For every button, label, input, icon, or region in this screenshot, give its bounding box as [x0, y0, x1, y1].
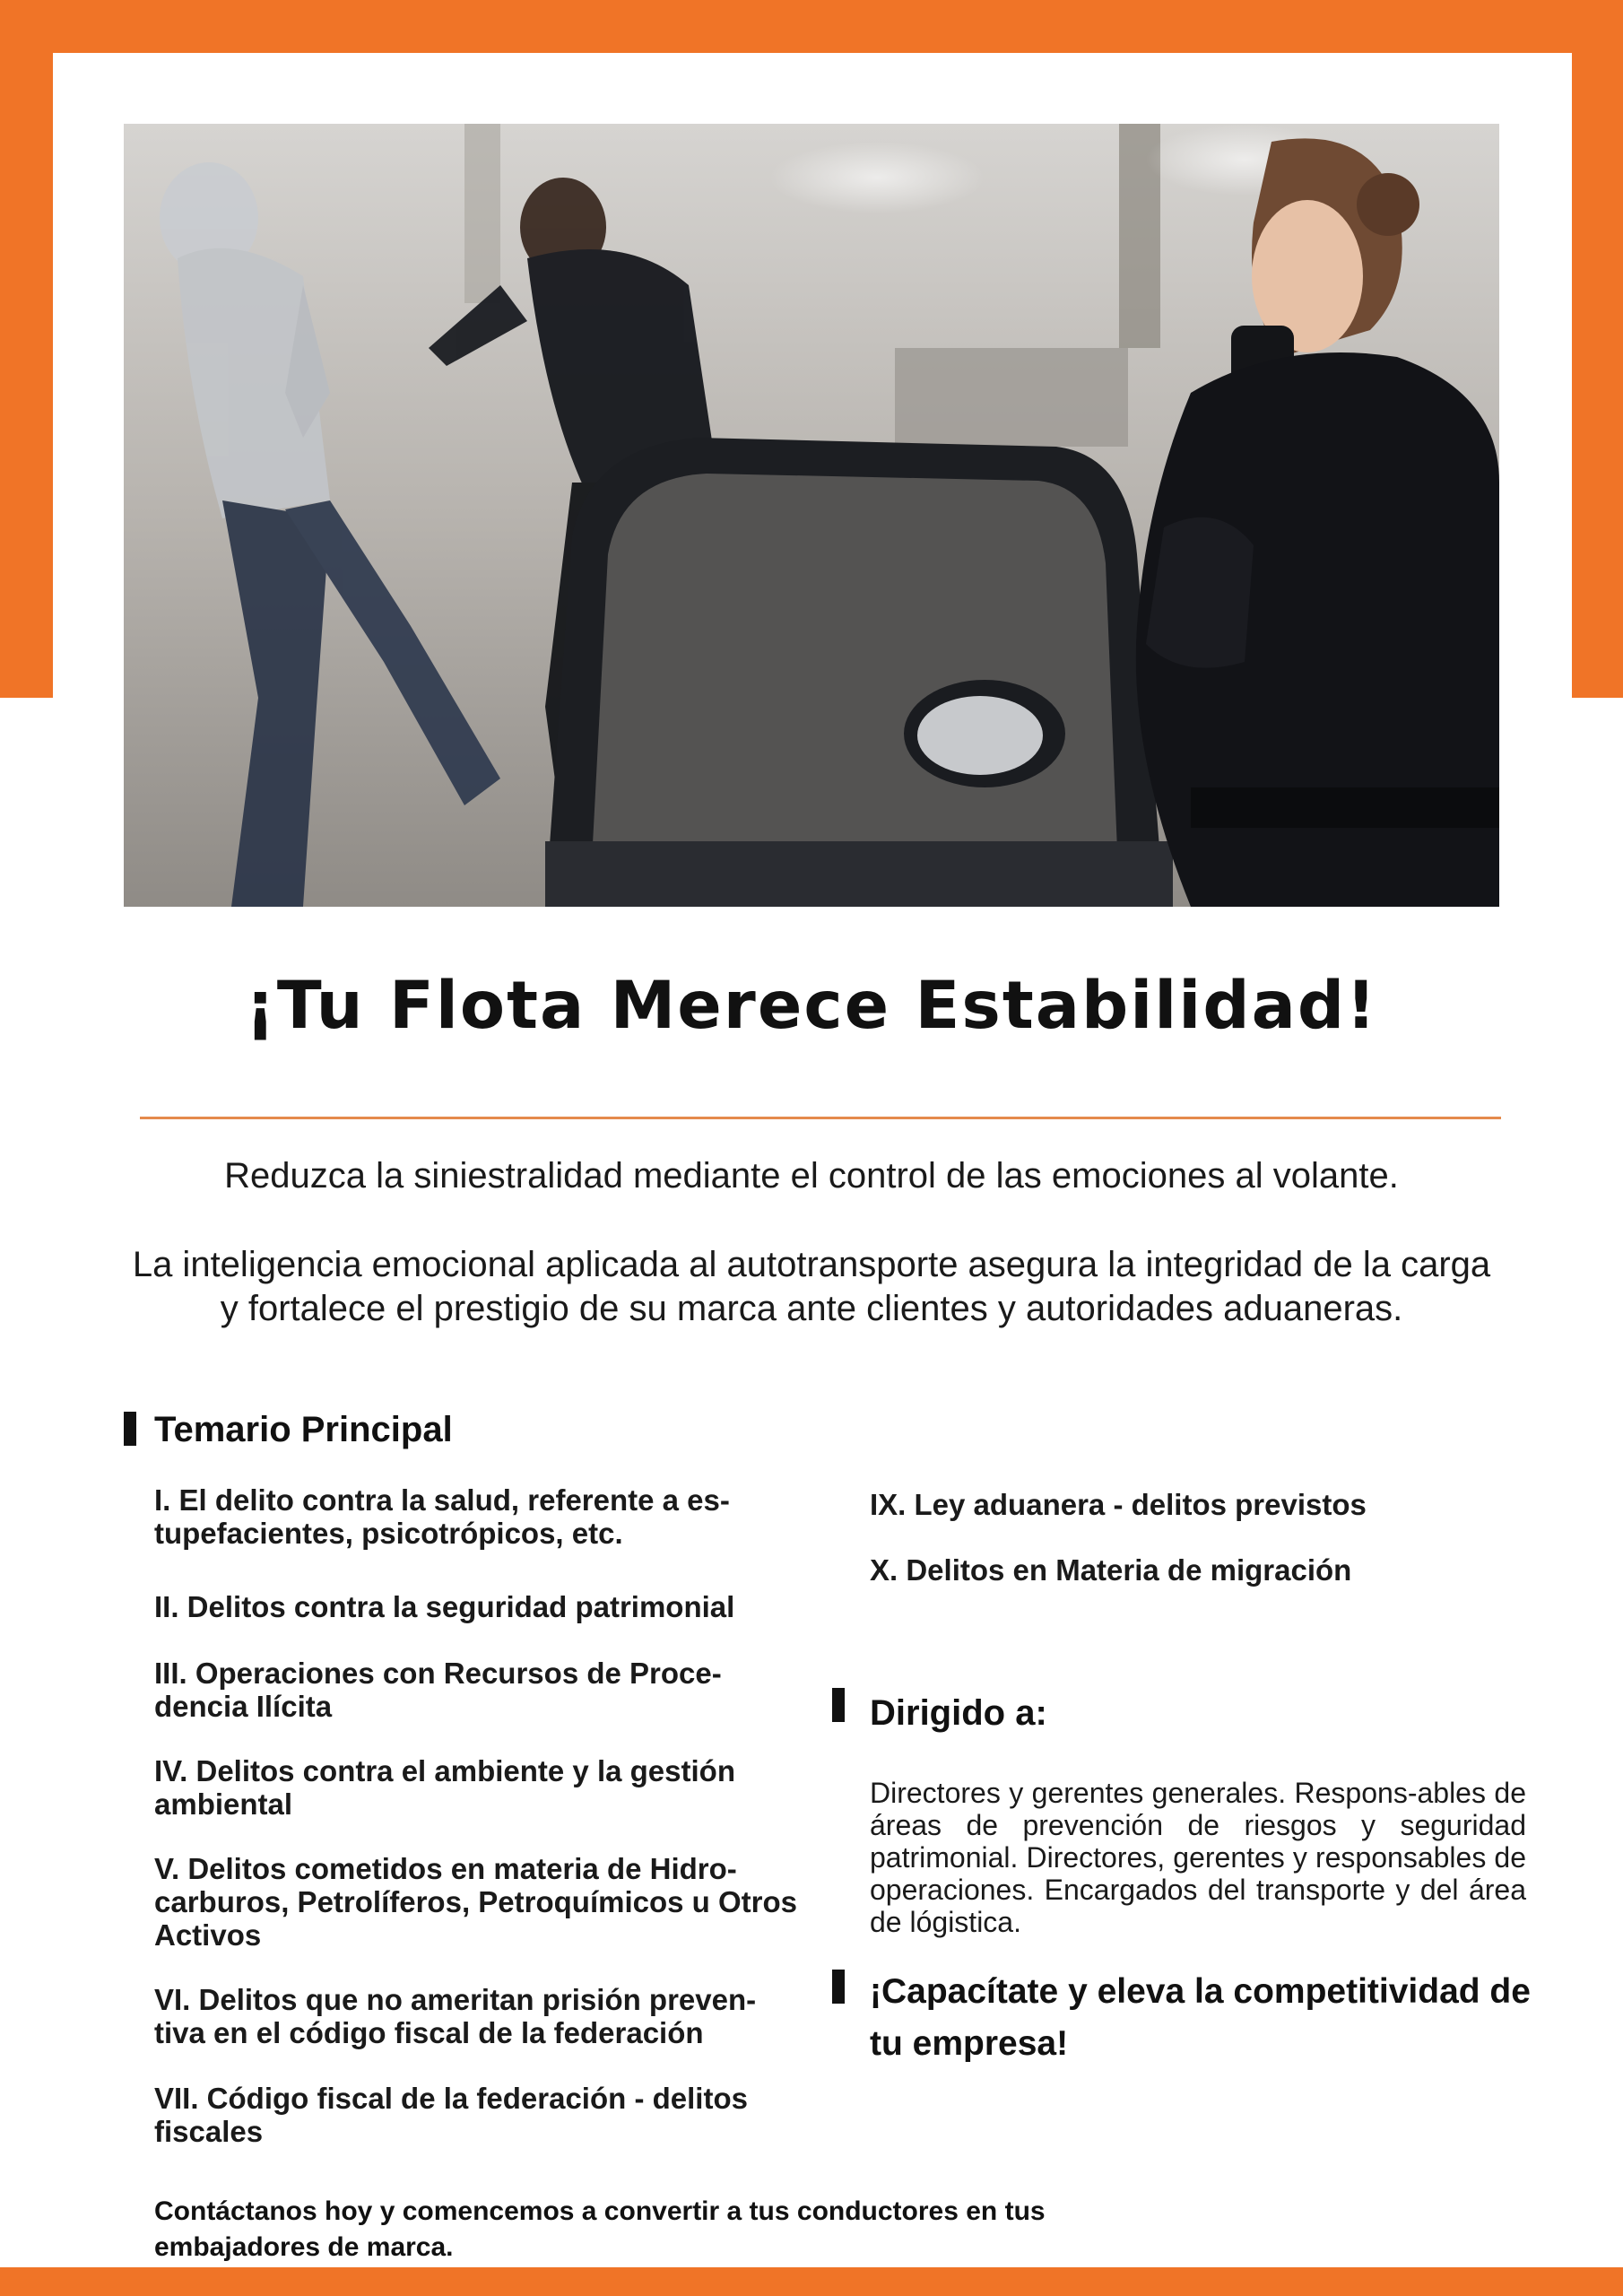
topic-item-9: IX. Ley aduanera - delitos previstos: [870, 1488, 1367, 1521]
audience-heading: Dirigido a:: [870, 1693, 1047, 1733]
contact-text: Contáctanos hoy y comencemos a convertir a tus conductores en tus embajadores de marca.: [154, 2196, 1046, 2262]
orange-band-left: [0, 0, 53, 698]
orange-band-right: [1572, 0, 1623, 698]
topic-item-4: IV. Delitos contra el ambiente y la gestión ambiental: [154, 1754, 735, 1821]
car-door: [545, 438, 1173, 907]
section-marker-icon: [832, 1688, 845, 1722]
orange-band-top: [0, 0, 1623, 53]
page-title: ¡Tu Flota Merece Estabilidad!: [245, 968, 1378, 1044]
topic-item-6: VI. Delitos que no ameritan prisión preven-tiva en el código fiscal de la federación: [154, 1983, 757, 2049]
topic-item-3: III. Operaciones con Recursos de Proce-dencia Ilícita: [154, 1657, 722, 1723]
call-to-action: ¡Capacítate y eleva la competitividad de tu empresa!: [870, 1972, 1531, 2063]
section-marker-icon: [124, 1412, 136, 1446]
topic-item-2: II. Delitos contra la seguridad patrimonial: [154, 1590, 735, 1623]
audience-text: Directores y gerentes generales. Respons-ables de áreas de prevención de riesgos y seguridad patrimonial. Directores, gerentes y responsables de operaciones. Encargados del transporte y del área de lógistica.: [870, 1777, 1526, 1938]
topic-item-10: X. Delitos en Materia de migración: [870, 1553, 1352, 1587]
police-chase-illustration: [124, 124, 1499, 907]
hero-photo: [124, 124, 1499, 907]
section-marker-icon: [832, 1970, 845, 2004]
title-divider: [140, 1117, 1501, 1119]
topic-item-1: I. El delito contra la salud, referente a es-tupefacientes, psicotrópicos, etc.: [154, 1483, 730, 1550]
intro-paragraph: La inteligencia emocional aplicada al autotransporte asegura la integridad de la carga y fortalece el prestigio de su marca ante clientes y autoridades aduaneras.: [132, 1245, 1491, 1328]
orange-band-bottom: [0, 2267, 1623, 2296]
temario-heading: Temario Principal: [154, 1410, 453, 1449]
topic-item-7: VII. Código fiscal de la federación - delitos fiscales: [154, 2082, 748, 2148]
topic-item-5: V. Delitos cometidos en materia de Hidro-carburos, Petrolíferos, Petroquímicos u Otros Activos: [154, 1852, 797, 1952]
lead-text: Reduzca la siniestralidad mediante el control de las emociones al volante.: [224, 1156, 1399, 1196]
